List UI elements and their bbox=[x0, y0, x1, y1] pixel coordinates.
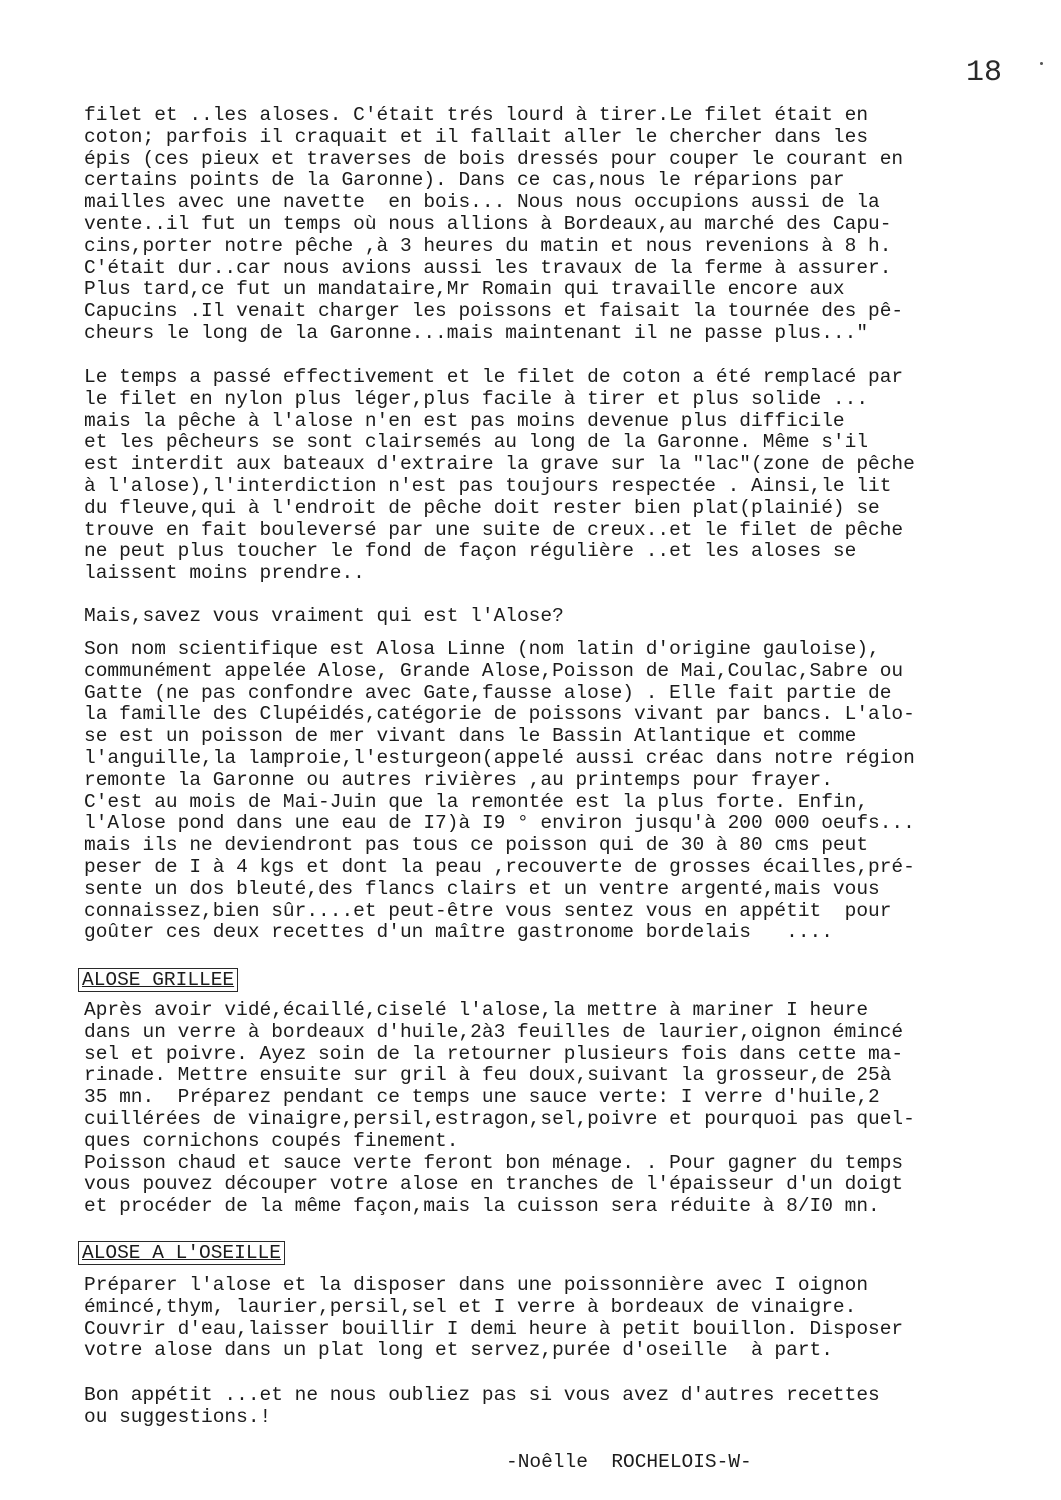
text-line: cuillérées de vinaigre,persil,estragon,sel,poivre et pourquoi pas quel- bbox=[84, 1107, 915, 1130]
text-line: sel et poivre. Ayez soin de la retourner plusieurs fois dans cette ma- bbox=[84, 1042, 904, 1065]
text-line: Gatte (ne pas confondre avec Gate,fausse alose) . Elle fait partie de bbox=[84, 681, 892, 704]
text-line: Mais,savez vous vraiment qui est l'Alose? bbox=[84, 605, 564, 627]
text-line: le filet en nylon plus léger,plus facile à tirer et plus solide ... bbox=[84, 387, 869, 410]
text-line: Bon appétit ...et ne nous oubliez pas si vous avez d'autres recettes bbox=[84, 1384, 880, 1406]
recipe-heading-alose-oseille: ALOSE A L'OSEILLE bbox=[78, 1241, 285, 1265]
text-line: l'Alose pond dans une eau de I7)à I9 ° environ jusqu'à 200 000 oeufs... bbox=[84, 812, 915, 835]
text-line: peser de I à 4 kgs et dont la peau ,recouverte de grosses écailles,pré- bbox=[84, 855, 915, 878]
text-line: ques cornichons coupés finement. bbox=[84, 1129, 459, 1152]
text-line: dans un verre à bordeaux d'huile,2à3 feuilles de laurier,oignon émincé bbox=[84, 1020, 904, 1043]
paragraph-fishing-memories bbox=[84, 105, 1024, 345]
text-line: se est un poisson de mer vivant dans le Bassin Atlantique et comme bbox=[84, 725, 857, 748]
text-line: émincé,thym, laurier,persil,sel et I verre à bordeaux de vinaigre. bbox=[84, 1295, 857, 1318]
recipe-body-alose-grillee bbox=[84, 1000, 1024, 1218]
page-number: 18 bbox=[966, 56, 1003, 90]
recipe-heading-alose-grillee: ALOSE GRILLEE bbox=[78, 968, 238, 992]
text-line: Le temps a passé effectivement et le filet de coton a été remplacé par bbox=[84, 366, 904, 388]
text-line: C'est au mois de Mai-Juin que la remontée est la plus forte. Enfin, bbox=[84, 790, 869, 813]
text-line: Poisson chaud et sauce verte feront bon ménage. . Pour gagner du temps bbox=[84, 1151, 904, 1174]
text-line: l'anguille,la lamproie,l'esturgeon(appelé aussi créac dans notre région bbox=[84, 746, 915, 769]
text-line: du fleuve,qui à l'endroit de pêche doit rester bien plat(plainié) se bbox=[84, 496, 880, 519]
text-line: certains points de la Garonne). Dans ce cas,nous le réparions par bbox=[84, 169, 845, 192]
text-line: votre alose dans un plat long et servez,purée d'oseille à part. bbox=[84, 1339, 833, 1362]
text-line: cheurs le long de la Garonne...mais maintenant il ne passe plus..." bbox=[84, 321, 869, 344]
text-line: mais ils ne deviendront pas tous ce poisson qui de 30 à 80 cms peut bbox=[84, 834, 869, 857]
paragraph-closing bbox=[84, 1385, 1024, 1429]
text-line: et les pêcheurs se sont clairsemés au long de la Garonne. Même s'il bbox=[84, 431, 869, 454]
text-line: la famille des Clupéidés,catégorie de poissons vivant par bancs. L'alo- bbox=[84, 703, 915, 726]
text-line: est interdit aux bateaux d'extraire la grave sur la "lac"(zone de pêche bbox=[84, 453, 915, 476]
text-line: filet et ..les aloses. C'était trés lourd à tirer.Le filet était en bbox=[84, 104, 869, 126]
text-line: connaissez,bien sûr....et peut-être vous sentez vous en appétit pour bbox=[84, 899, 892, 922]
text-line: Capucins .Il venait charger les poissons et faisait la tournée des pê- bbox=[84, 300, 904, 323]
text-line: trouve en fait bouleversé par une suite de creux..et le filet de pêche bbox=[84, 518, 904, 541]
text-line: sente un dos bleuté,des flancs clairs et un ventre argenté,mais vous bbox=[84, 877, 880, 900]
text-line: communément appelée Alose, Grande Alose,Poisson de Mai,Coulac,Sabre ou bbox=[84, 659, 904, 682]
text-line: Plus tard,ce fut un mandataire,Mr Romain qui travaille encore aux bbox=[84, 278, 845, 301]
text-line: 35 mn. Préparez pendant ce temps une sauce verte: I verre d'huile,2 bbox=[84, 1086, 880, 1109]
text-line: Son nom scientifique est Alosa Linne (nom latin d'origine gauloise), bbox=[84, 638, 880, 660]
text-line: vous pouvez découper votre alose en tranches de l'épaisseur d'un doigt bbox=[84, 1173, 904, 1196]
text-line: laissent moins prendre.. bbox=[84, 562, 365, 585]
text-line: coton; parfois il craquait et il fallait aller le chercher dans les bbox=[84, 125, 869, 148]
paragraph-nylon-net bbox=[84, 367, 1024, 585]
text-line: Après avoir vidé,écaillé,ciselé l'alose,la mettre à mariner I heure bbox=[84, 999, 869, 1021]
text-line: ou suggestions.! bbox=[84, 1405, 272, 1428]
text-line: goûter ces deux recettes d'un maître gastronome bordelais .... bbox=[84, 921, 833, 944]
paragraph-question bbox=[84, 606, 1024, 628]
text-line: ne peut plus toucher le fond de façon régulière ..et les aloses se bbox=[84, 540, 857, 563]
text-line: rinade. Mettre ensuite sur gril à feu doux,suivant la grosseur,de 25à bbox=[84, 1064, 892, 1087]
text-line: mailles avec une navette en bois... Nous nous occupions aussi de la bbox=[84, 191, 880, 214]
text-line: et procéder de la même façon,mais la cuisson sera réduite à 8/I0 mn. bbox=[84, 1195, 880, 1218]
recipe-body-alose-oseille bbox=[84, 1275, 1024, 1362]
edge-speck bbox=[1040, 62, 1043, 65]
text-line: cins,porter notre pêche ,à 3 heures du matin et nous revenions à 8 h. bbox=[84, 234, 892, 257]
author-signature: -Noêlle ROCHELOIS-W- bbox=[506, 1451, 752, 1473]
text-line: épis (ces pieux et traverses de bois dressés pour couper le courant en bbox=[84, 147, 904, 170]
text-line: mais la pêche à l'alose n'en est pas moins devenue plus difficile bbox=[84, 409, 845, 432]
paragraph-alose-description bbox=[84, 639, 1024, 944]
text-line: à l'alose),l'interdiction n'est pas toujours respectée . Ainsi,le lit bbox=[84, 474, 892, 497]
text-line: Couvrir d'eau,laisser bouillir I demi heure à petit bouillon. Disposer bbox=[84, 1317, 904, 1340]
text-line: remonte la Garonne ou autres rivières ,au printemps pour frayer. bbox=[84, 768, 833, 791]
text-line: Préparer l'alose et la disposer dans une poissonnière avec I oignon bbox=[84, 1274, 869, 1296]
text-line: vente..il fut un temps où nous allions à Bordeaux,au marché des Capu- bbox=[84, 212, 892, 235]
text-line: C'était dur..car nous avions aussi les travaux de la ferme à assurer. bbox=[84, 256, 892, 279]
